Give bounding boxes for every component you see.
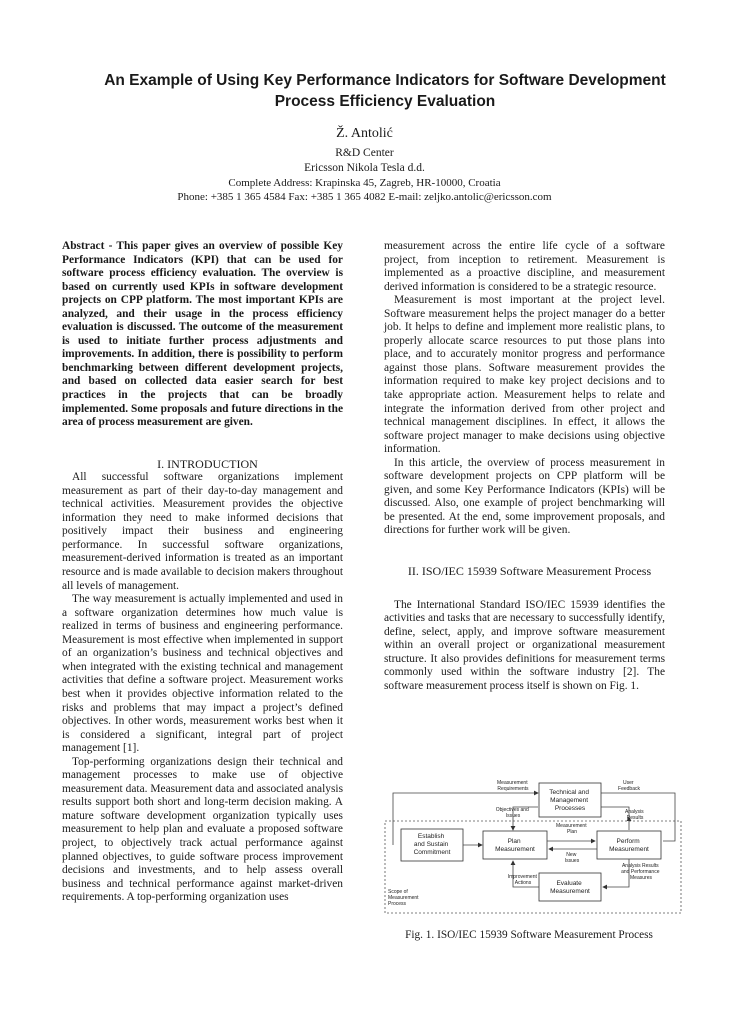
label-analysis-results: Analysis Results: [624, 809, 644, 821]
label-user-feedback: User Feedback: [618, 780, 640, 792]
title-line-1: An Example of Using Key Performance Indicators for Software Development: [104, 72, 666, 89]
paragraph: Top-performing organizations design their technical and management processes to make use of objective measurement data. Measurement data and associated analysis results support both short and long-term decision making. A mature software development organization typically uses measurement to help plan and evaluate a proposed software project, to objectively track actual performance against planned objectives, to guide software process improvement decisions and investments, and to help assess overall business and technical performance against market-driven requirements. A top-performing organization uses: [62, 755, 343, 904]
label-establish-commitment: Establish and Sustain Commitment: [413, 833, 451, 856]
author-name: Ž. Antolić: [336, 126, 393, 141]
label-improvement-actions: Improvement Actions: [507, 874, 537, 886]
author-dept: R&D Center: [335, 147, 394, 159]
measurement-process-diagram: [383, 777, 683, 917]
paragraph: The way measurement is actually implemented and used in a software organization determines how much value is realized in terms of business and engineering performance. Measurement is most effective when implemented in support of an organization’s business and technical objectives and when integrated with the existing technical and management activities that define a software project. Measurement works best when it provides objective information related to the risks and problems that may impact a project’s defined objectives. In other words, measurement works best when it is considered a significant, integral part of project management [1].: [62, 593, 343, 755]
paragraph: All successful software organizations implement measurement as part of their day-to-day management and technical activities. Measurement provides the objective information they need to make informed decisions that positively impact their business and engineering performance. In successful software organizations, measurement-derived information is treated as an important resource and is made available to decision makers throughout all levels of management.: [62, 471, 343, 592]
author-contact: Phone: +385 1 365 4584 Fax: +385 1 365 4082 E-mail: zeljko.antolic@ericsson.com: [177, 191, 552, 203]
perform-measurement-box: [597, 831, 661, 859]
evaluate-measurement-box: [539, 873, 601, 901]
label-scope: Scope of Measurement Process: [388, 889, 419, 907]
paragraph: measurement across the entire life cycle of a software project, from inception to retirement. Measurement is implemented as a proactive discipline, and measurement derived information is considered to be a strategic resource.: [384, 240, 665, 293]
label-analysis-performance: Analysis Results and Performance Measures: [621, 863, 660, 881]
label-new-issues: New Issues: [564, 852, 580, 864]
label-measurement-plan: Measurement Plan: [556, 823, 587, 835]
paragraph: Measurement is most important at the project level. Software measurement helps the project manager do a better job. It helps to define and implement more realistic plans, to properly allocate scarce resources to put those plans into place, and to accurately monitor progress and performance against those plans. Software measurement provides the information required to make key project decisions and to take appropriate action. Measurement helps to relate and integrate the information derived from other project and technical management disciplines. In effect, it allows the software project manager to make decisions using objective information.: [384, 294, 665, 456]
section-heading-introduction: I. INTRODUCTION: [157, 456, 258, 471]
author-company: Ericsson Nikola Tesla d.d.: [304, 162, 425, 174]
paper-title: [60, 70, 710, 112]
figure-caption: Fig. 1. ISO/IEC 15939 Software Measurement Process: [405, 929, 653, 941]
author-address: Complete Address: Krapinska 45, Zagreb, HR-10000, Croatia: [228, 177, 501, 189]
label-technical-management: Technical and Management Processes: [549, 789, 589, 812]
label-perform-measurement: Perform Measurement: [609, 838, 649, 853]
plan-measurement-box: [483, 831, 547, 859]
label-evaluate-measurement: Evaluate Measurement: [550, 880, 590, 895]
paragraph: In this article, the overview of process measurement in software development projects on CPP platform will be given, and some Key Performance Indicators (KPIs) will be discussed. Also, one example of project benchmarking will be presented. At the end, some improvement proposals, and directions for further work will be given.: [384, 456, 665, 537]
label-measurement-requirements: Measurement Requirements: [497, 780, 529, 792]
abstract: Abstract - This paper gives an overview of possible Key Performance Indicators (KPI) that can be used for software process efficiency evaluation. The overview is based on currently used KPIs in software development projects on CPP platform. The most important KPIs are analyzed, and their usage in the process efficiency evaluation is discussed. The outcome of the measurement is used to initiate further process adjustments and improvements. In addition, there is possibility to perform benchmarking between different development projects, and based on collected data easier search for best practices in the projects that can be broadly implemented. Some proposals and future directions in the area of process measurement are given.: [62, 240, 343, 429]
section-heading-iso: II. ISO/IEC 15939 Software Measurement Process: [407, 564, 652, 579]
right-column: [384, 240, 665, 693]
title-line-2: Process Efficiency Evaluation: [274, 93, 496, 110]
paragraph: The International Standard ISO/IEC 15939 identifies the activities and tasks that are necessary to successfully identify, define, select, apply, and improve software measurement within an overall project or organizational measurement structure. It also provides definitions for measurement terms commonly used within the software industry [2]. The software measurement process itself is shown on Fig. 1.: [384, 598, 665, 692]
left-column: [62, 240, 343, 905]
label-objectives-issues: Objectives and Issues: [495, 807, 529, 819]
label-plan-measurement: Plan Measurement: [495, 838, 535, 853]
